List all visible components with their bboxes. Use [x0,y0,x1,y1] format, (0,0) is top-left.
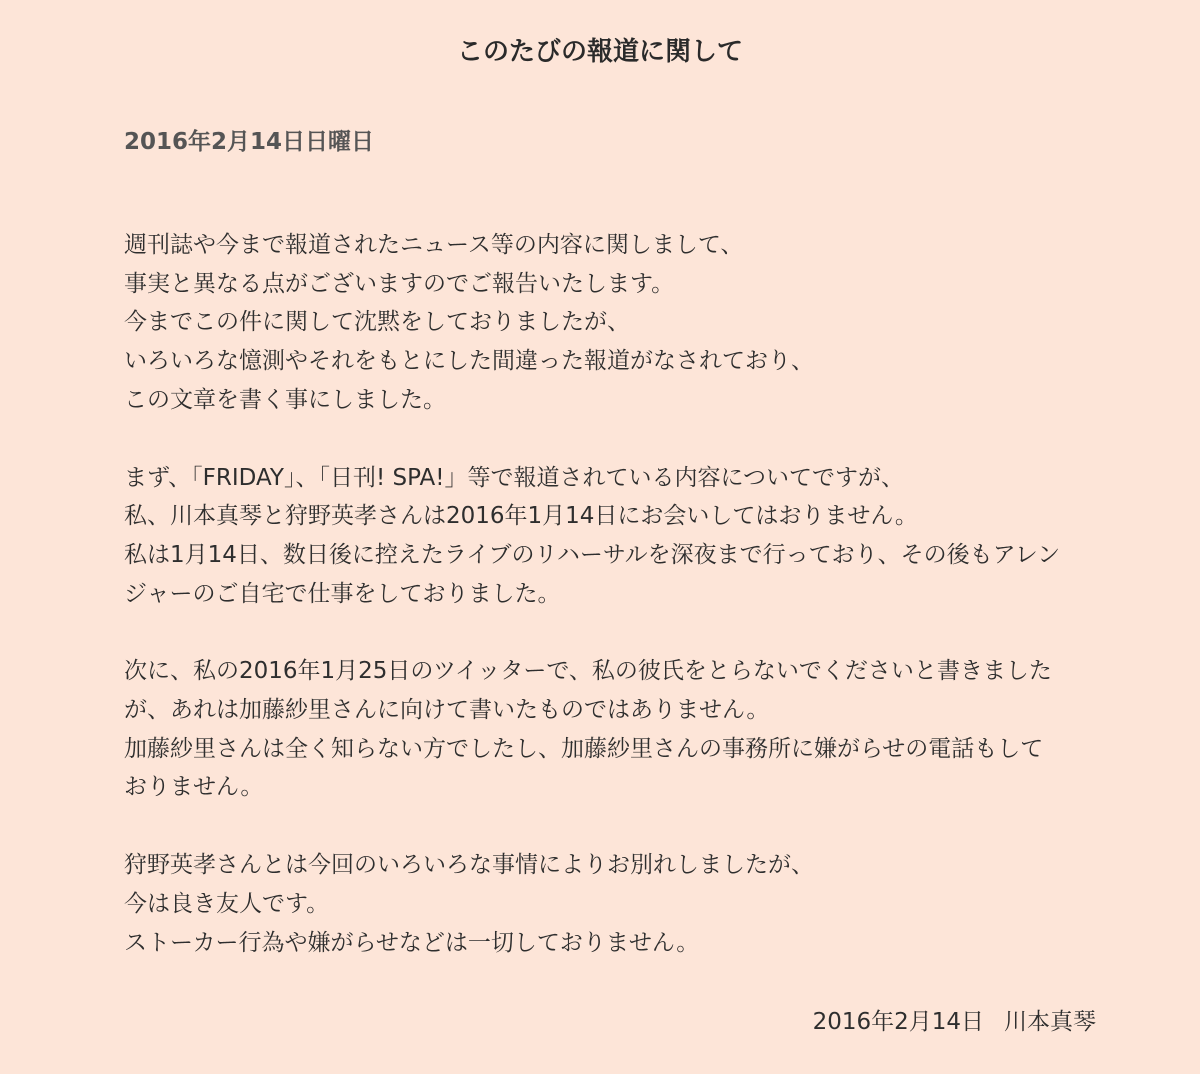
paragraph-line: 今までこの件に関して沈黙をしておりましたが、 [124,309,630,336]
paragraph-2 [124,459,1124,614]
paragraph-line: 事実と異なる点がございますのでご報告いたします。 [124,270,675,297]
paragraph-line: おりません。 [124,774,264,801]
post-date-heading: 2016年2月14日日曜日 [124,129,375,155]
paragraph-line: 狩野英孝さんとは今回のいろいろな事情によりお別れしましたが、 [124,852,814,879]
signature-date: 2016年2月14日 [812,1009,984,1035]
paragraph-line: 次に、私の2016年1月25日のツイッターで、私の彼氏をとらないでくださいと書きました [124,658,1052,685]
paragraph-line: 週刊誌や今まで報道されたニュース等の内容に関しまして、 [124,232,744,258]
paragraph-line: ストーカー行為や嫌がらせなどは一切しておりません。 [124,929,700,956]
signature-name: 川本真琴 [1004,1009,1096,1035]
paragraph-line: ジャーのご自宅で仕事をしておりました。 [124,580,561,607]
paragraph-line: この文章を書く事にしました。 [124,386,446,413]
paragraph-line: いろいろな憶測やそれをもとにした間違った報道がなされており、 [124,348,814,375]
paragraph-1 [124,226,1124,420]
paragraph-line: まず、「FRIDAY」、「日刊! SPA!」等で報道されている内容についてですが、 [124,464,904,491]
paragraph-line: が、あれは加藤紗里さんに向けて書いたものではありません。 [124,697,770,724]
paragraph-line: 私は1月14日、数日後に控えたライブのリハーサルを深夜まで行っており、その後もアレン [124,541,1061,568]
paragraph-3 [124,652,1124,807]
paragraph-line: 加藤紗里さんは全く知らない方でしたし、加藤紗里さんの事務所に嫌がらせの電話もして [124,735,1044,762]
paragraph-line: 私、川本真琴と狩野英孝さんは2016年1月14日にお会いしてはおりません。 [124,503,918,530]
paragraph-line: 今は良き友人です。 [124,890,330,917]
signature [813,1003,1096,1041]
statement-body [124,226,1124,1001]
page-title: このたびの報道に関して [456,37,743,67]
paragraph-4 [124,846,1124,962]
